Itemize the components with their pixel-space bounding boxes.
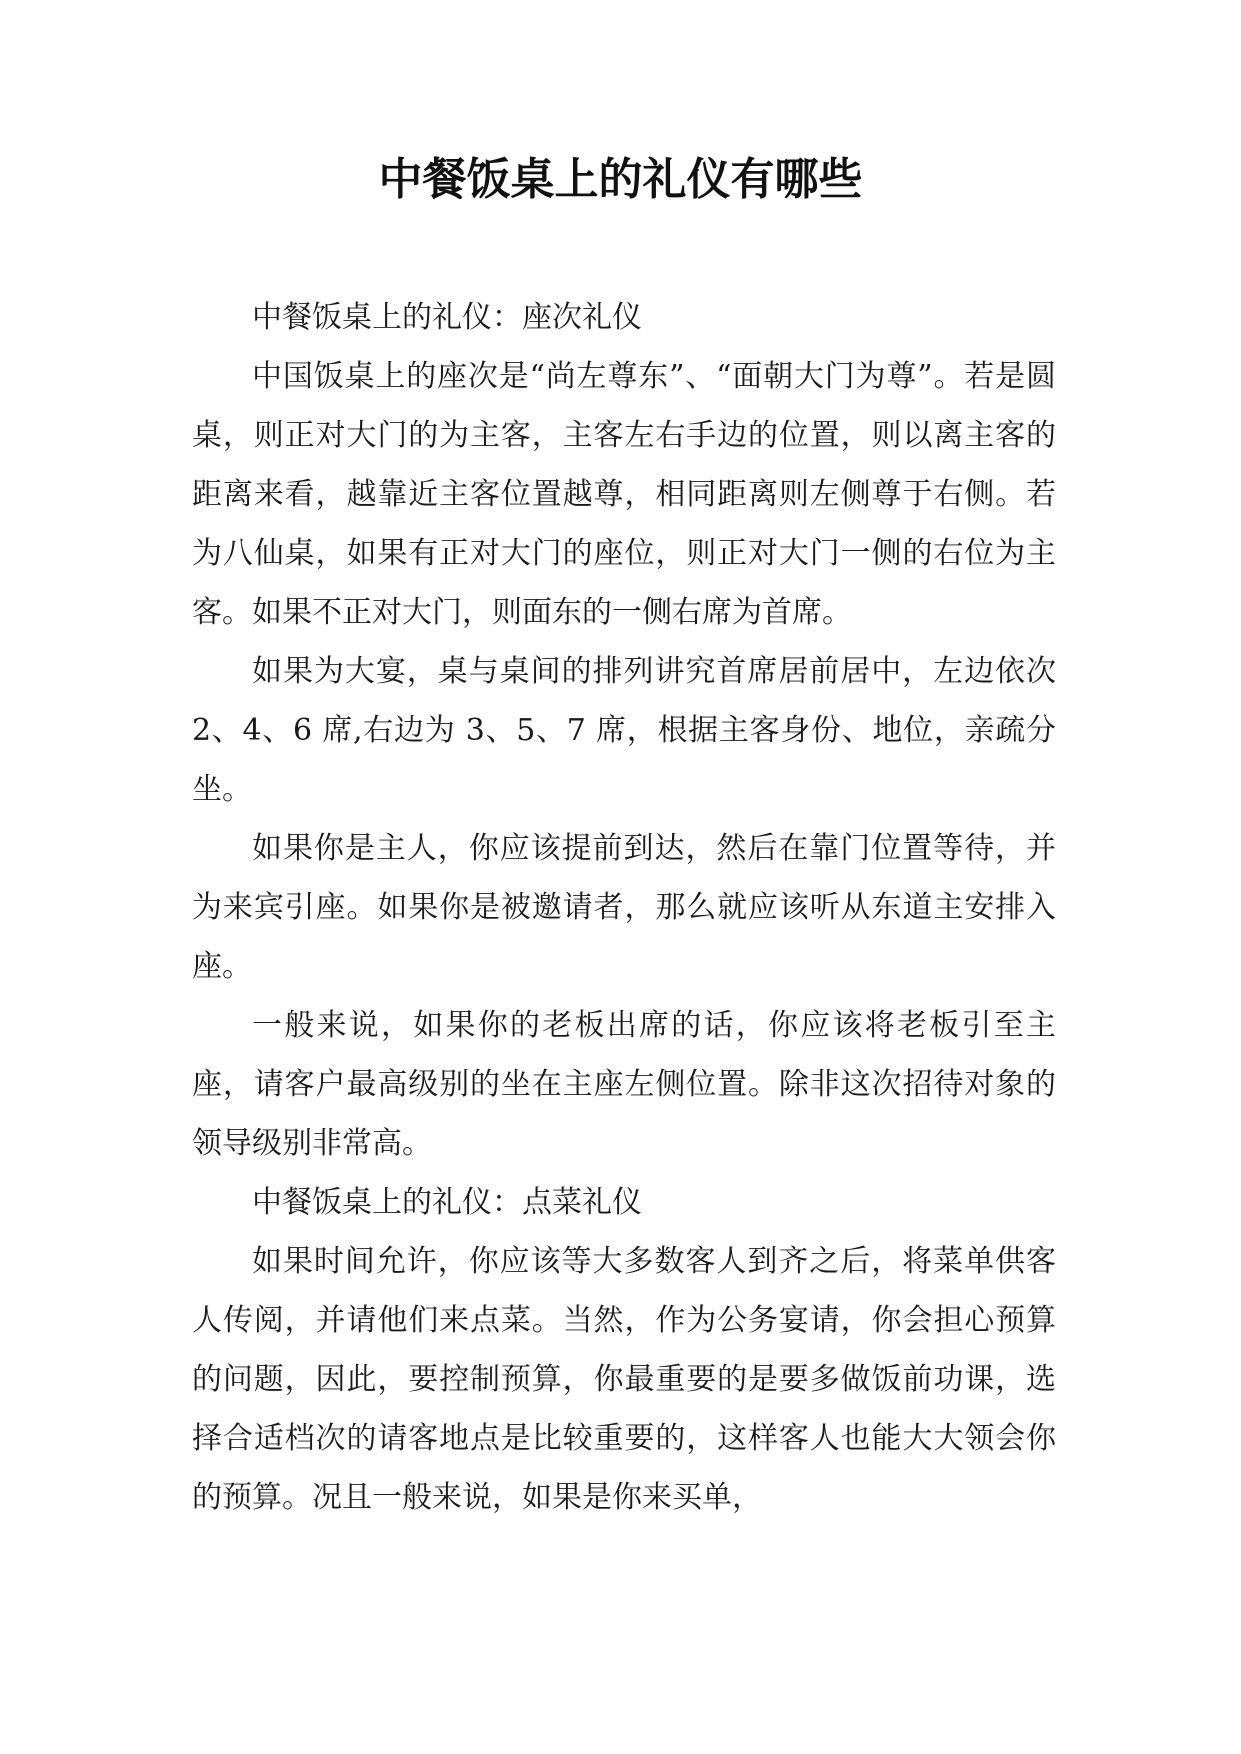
document-body xyxy=(192,288,1056,1527)
paragraph-boss-seat: 一般来说，如果你的老板出席的话，你应该将老板引至主座，请客户最高级别的坐在主座左侧位置。除非这次招待对象的领导级别非常高。 xyxy=(192,1008,1056,1161)
paragraph-host-guest: 如果你是主人，你应该提前到达，然后在靠门位置等待，并为来宾引座。如果你是被邀请者，那么就应该听从东道主安排入座。 xyxy=(192,831,1056,984)
section-heading-seating: 中餐饭桌上的礼仪：座次礼仪 xyxy=(252,300,642,335)
paragraph-seating-rules: 中国饭桌上的座次是“尚左尊东”、“面朝大门为尊”。若是圆桌，则正对大门的为主客，主客左右手边的位置，则以离主客的距离来看，越靠近主客位置越尊，相同距离则左侧尊于右侧。若为八仙桌，如果有正对大门的座位，则正对大门一侧的右位为主客。如果不正对大门，则面东的一侧右席为首席。 xyxy=(192,359,1056,630)
paragraph-banquet-tables: 如果为大宴，桌与桌间的排列讲究首席居前居中，左边依次 2、4、6 席,右边为 3、5、7 席，根据主客身份、地位，亲疏分坐。 xyxy=(192,654,1056,807)
paragraph-ordering-rules: 如果时间允许，你应该等大多数客人到齐之后，将菜单供客人传阅，并请他们来点菜。当然，作为公务宴请，你会担心预算的问题，因此，要控制预算，你最重要的是要多做饭前功课，选择合适档次的请客地点是比较重要的，这样客人也能大大领会你的预算。况且一般来说，如果是你来买单， xyxy=(192,1244,1056,1515)
section-heading-ordering: 中餐饭桌上的礼仪：点菜礼仪 xyxy=(252,1185,642,1220)
document-title: 中餐饭桌上的礼仪有哪些 xyxy=(378,154,863,205)
